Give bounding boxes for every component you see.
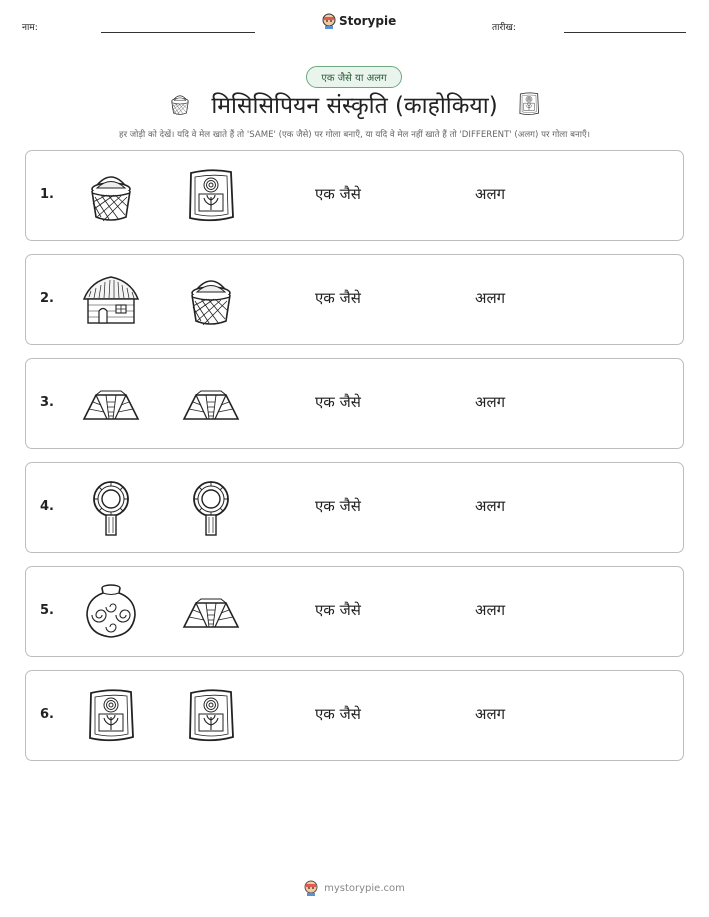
question-number: 2.: [40, 291, 54, 306]
different-option[interactable]: अलग: [475, 601, 506, 619]
question-number: 5.: [40, 603, 54, 618]
carved-tablet-icon: [181, 167, 241, 225]
same-option[interactable]: एक जैसे: [315, 393, 361, 411]
basket-icon: [181, 271, 241, 329]
different-option[interactable]: अलग: [475, 497, 506, 515]
brand-logo: [322, 13, 396, 29]
same-option[interactable]: एक जैसे: [315, 289, 361, 307]
question-row-5: [25, 566, 684, 657]
sun-mirror-icon: [81, 479, 141, 537]
footer: [0, 880, 709, 896]
instructions: हर जोड़ी को देखें। यदि वे मेल खाते हैं तो 'SAME' (एक जैसे) पर गोला बनाएँ, या यदि वे मेल नहीं खाते हैं तो 'DIFFERENT' (अलग) पर गोला बनाएँ।: [119, 130, 590, 140]
question-row-3: [25, 358, 684, 449]
question-number: 3.: [40, 395, 54, 410]
worksheet-type-badge: एक जैसे या अलग: [306, 66, 402, 88]
carved-tablet-icon: [516, 91, 542, 117]
same-option[interactable]: एक जैसे: [315, 185, 361, 203]
question-number: 6.: [40, 707, 54, 722]
different-option[interactable]: अलग: [475, 705, 506, 723]
basket-icon: [81, 167, 141, 225]
spiral-pot-icon: [81, 583, 141, 641]
title-row: [0, 88, 709, 120]
question-row-2: [25, 254, 684, 345]
different-option[interactable]: अलग: [475, 185, 506, 203]
name-label: नाम:: [22, 23, 38, 33]
storypie-mascot-icon: [322, 13, 336, 29]
storypie-mascot-icon: [304, 880, 318, 896]
footer-site-link[interactable]: mystorypie.com: [324, 882, 405, 894]
page-title: मिसिसिपियन संस्कृति (काहोकिया): [211, 93, 498, 119]
sun-mirror-icon: [181, 479, 241, 537]
question-number: 1.: [40, 187, 54, 202]
mound-pyramid-icon: [81, 375, 141, 433]
question-number: 4.: [40, 499, 54, 514]
same-option[interactable]: एक जैसे: [315, 601, 361, 619]
brand-name: Storypie: [339, 14, 397, 28]
mound-pyramid-icon: [181, 375, 241, 433]
carved-tablet-icon: [181, 687, 241, 745]
question-row-6: [25, 670, 684, 761]
question-row-1: [25, 150, 684, 241]
different-option[interactable]: अलग: [475, 289, 506, 307]
name-input-line[interactable]: [101, 32, 255, 33]
date-input-line[interactable]: [564, 32, 686, 33]
same-option[interactable]: एक जैसे: [315, 705, 361, 723]
basket-icon: [167, 91, 193, 117]
thatched-hut-icon: [81, 271, 141, 329]
carved-tablet-icon: [81, 687, 141, 745]
question-row-4: [25, 462, 684, 553]
different-option[interactable]: अलग: [475, 393, 506, 411]
date-label: तारीख:: [492, 23, 516, 33]
same-option[interactable]: एक जैसे: [315, 497, 361, 515]
mound-pyramid-icon: [181, 583, 241, 641]
